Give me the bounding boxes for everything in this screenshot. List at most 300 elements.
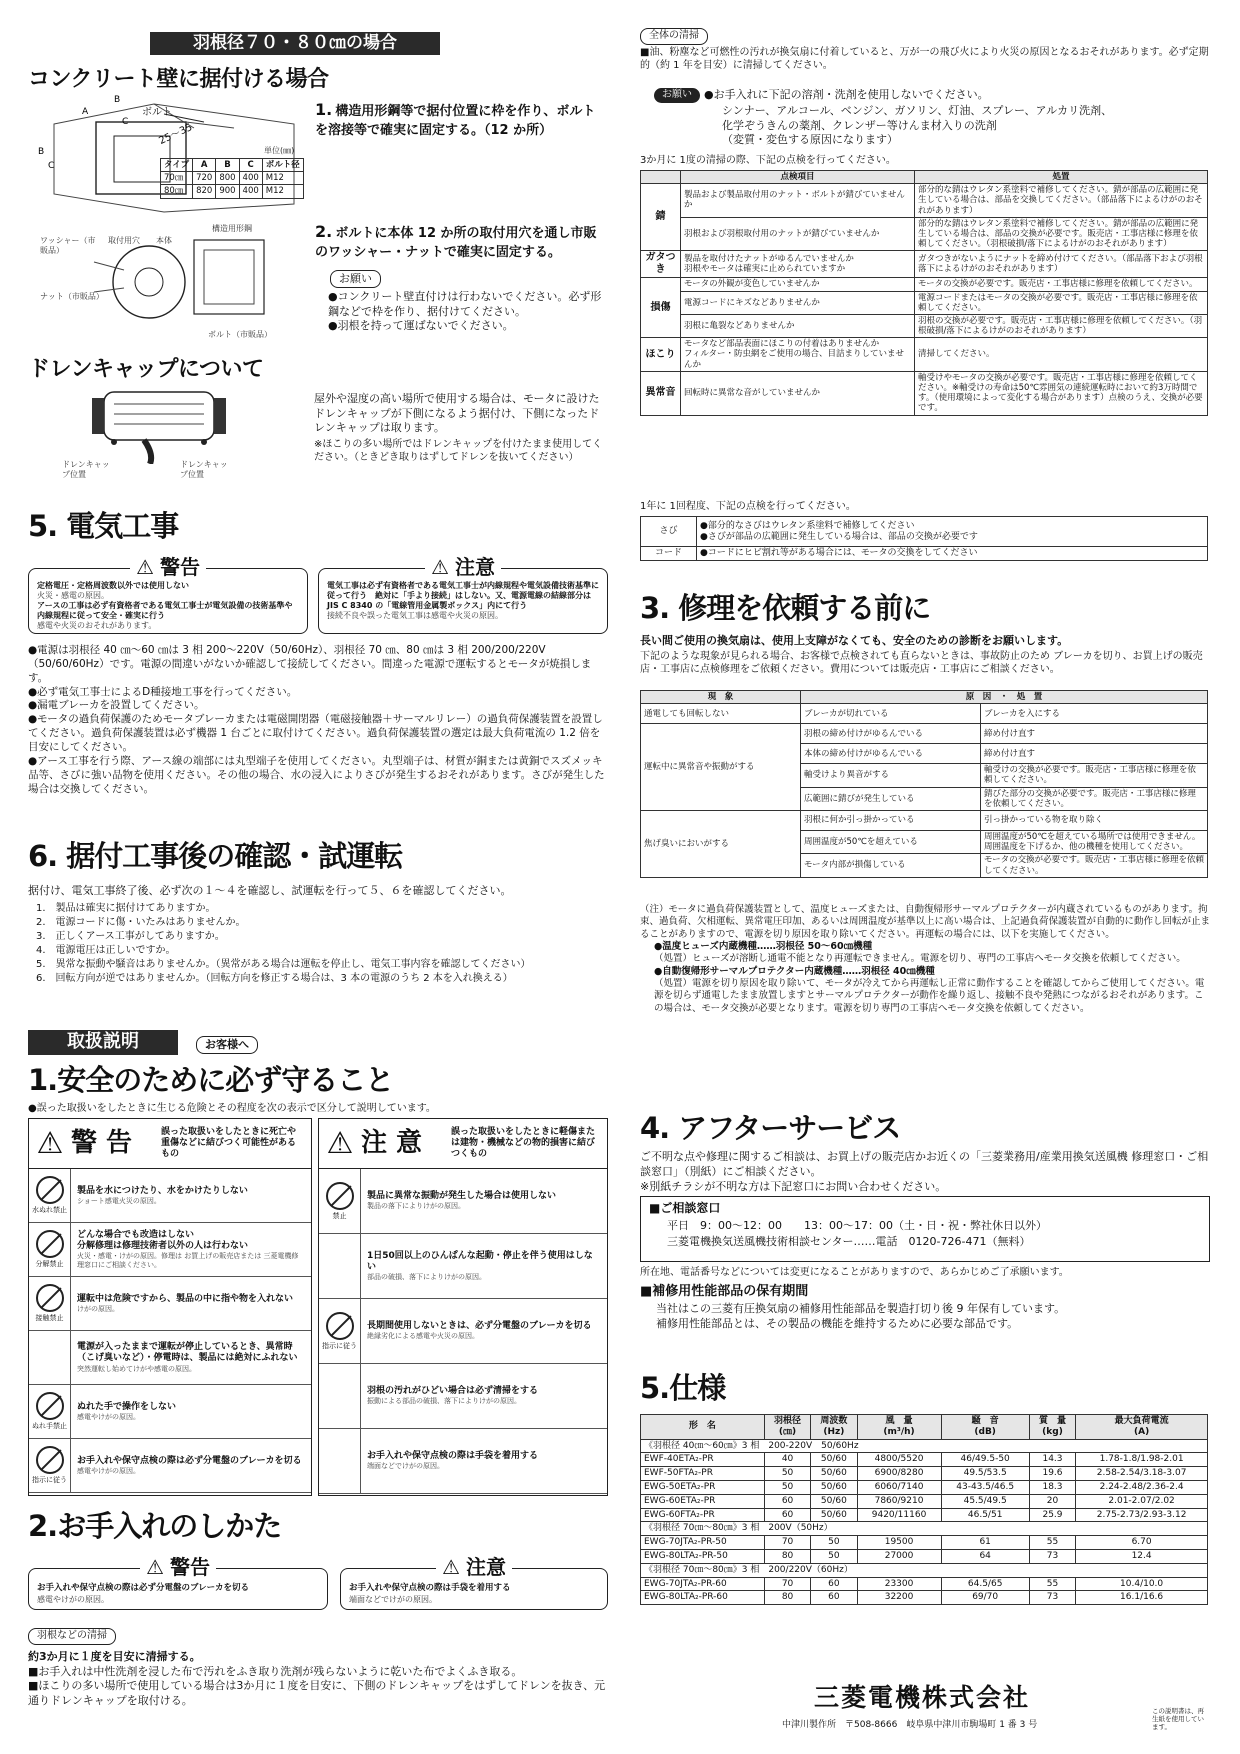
safety-icon-label: 指示に従う: [32, 1476, 67, 1485]
check-row: [641, 217, 1208, 251]
safety-icon-label: ぬれ手禁止: [32, 1422, 67, 1431]
safety-row: [319, 1234, 607, 1299]
spec-cell: 2.75-2.73/2.93-3.12: [1076, 1508, 1208, 1522]
safety-icon-cell: [29, 1331, 71, 1384]
blade-clean-list: [28, 1650, 608, 1708]
repair-table: [640, 690, 1208, 878]
steel-frame-label: 構造用形鋼: [212, 224, 252, 233]
safety-icon-cell: [319, 1429, 361, 1493]
bolt-label: ボルト: [142, 107, 172, 118]
spec-cell: 2.58-2.54/3.18-3.07: [1076, 1467, 1208, 1481]
spec-cell: 73: [1029, 1549, 1075, 1563]
test-run-intro: 据付け、電気工事終了後、必ず次の１～４を確認し、試運転を行って５、６を確認してください。: [28, 884, 512, 897]
hole-label: 取付用穴: [108, 236, 140, 245]
consult-hours: 平日 9：00～12：00 13：00～17：00（土・日・祝・弊社休日以外）: [667, 1219, 1047, 1232]
warning-heading: [29, 555, 307, 580]
check-action: 部分的な錆はウレタン系塗料で補修してください。錆が部品の広範囲に発生している場合は、部品の交換が必要です。販売店・工事店様に修理を依頼してください。（羽根破損/落下によるけがのおそれがあります）: [915, 217, 1208, 251]
consult-center: 三菱電機換気送風機技術相談センター……電話 0120-726-471（無料）: [667, 1234, 1031, 1248]
step-2-text: ボルトに本体 12 か所の取付用穴を通し市販のワッシャー・ナットで確実に固定する。: [315, 226, 597, 260]
spec-cell: 12.4: [1076, 1549, 1208, 1563]
safety-warning-header: [29, 1119, 311, 1169]
repair-fix: 軸受けの交換が必要です。販売店・工事店様に修理を依頼してください。: [981, 764, 1208, 787]
spec-cell: 10.4/10.0: [1076, 1577, 1208, 1591]
blade-clean-badge: 羽根などの清掃: [28, 1628, 116, 1645]
safety-subtext: 突然運転し始めてけがや感電の原因。: [77, 1364, 196, 1373]
repair-head-symptom: 現 象: [641, 691, 801, 704]
dim-head-b: B: [216, 159, 239, 172]
spec-cell: 9420/11160: [857, 1508, 941, 1522]
safety-row: [29, 1385, 311, 1439]
check-3month-intro: 3か月に 1度の清掃の際、下記の点検を行ってください。: [640, 155, 896, 166]
safety-text-cell: [71, 1385, 311, 1438]
solvent-line: 化学ぞうきんの薬剤、クレンザー等けんま材入りの洗剤: [722, 118, 997, 132]
test-run-list: [36, 902, 606, 986]
prohibition-icon: [36, 1392, 64, 1420]
safety-text-cell: [361, 1429, 607, 1493]
spec-cell: 64: [941, 1549, 1029, 1563]
repair-fix: 引っ掛かっている物を取り除く: [981, 810, 1208, 830]
spec-cell: 25.9: [1029, 1508, 1075, 1522]
care-title: 2.お手入れのしかた: [28, 1509, 282, 1543]
electrical-work-title: 5. 電気工事: [28, 509, 179, 543]
after-service-note: ※別紙チラシが不明な方は下記窓口にお問い合わせください。: [640, 1180, 947, 1193]
safety-icon-label: 分解禁止: [35, 1260, 64, 1269]
check-row: [641, 291, 1208, 314]
test-run-item: 2. 電源コードに傷・いたみはありませんか。: [36, 917, 246, 928]
safety-subtext: 感電やけがの原因。: [77, 1412, 140, 1421]
safety-icon-cell: [319, 1299, 361, 1363]
spec-row: [641, 1467, 1208, 1481]
spec-group-label: 《羽根径 40㎝～60㎝》3 相 200-220V 50/60Hz: [641, 1439, 1208, 1453]
spec-model: EWG-50ETA₂-PR: [641, 1480, 765, 1494]
check-row: [641, 251, 1208, 278]
onegai-badge-right: お願い: [654, 88, 700, 103]
check-row: [641, 338, 1208, 372]
spec-row: [641, 1591, 1208, 1605]
overall-clean-text: ■油、粉塵など可燃性の汚れが換気扇に付着していると、万が一の飛び火により火災の原因となるおそれがあります。必ず定期的（約 1 年を目安）に清掃してください。: [640, 47, 1209, 71]
blade-clean-line: ■お手入れは中性洗剤を浸した布で汚れをふき取り洗剤が残らないように乾いた布でよくふき取る。: [28, 1664, 523, 1678]
dim-cell: 720: [193, 172, 216, 185]
spec-cell: 18.3: [1029, 1480, 1075, 1494]
safety-subtext: 絶縁劣化による感電や火災の原因。: [367, 1332, 479, 1341]
slash-icon: [40, 1288, 61, 1309]
spec-cell: 70: [764, 1536, 810, 1550]
spec-head: 騒 音 (dB): [941, 1415, 1029, 1440]
warning-triangle-icon: ⚠: [130, 555, 160, 579]
caution-heading: [319, 555, 607, 580]
check-table: [640, 170, 1208, 416]
safety-row: [29, 1331, 311, 1385]
step-2: [315, 222, 605, 263]
spec-row: [641, 1508, 1208, 1522]
care-warning-sub: 感電やけがの原因。: [37, 1595, 109, 1604]
repair-fix: 締め付け直す: [981, 724, 1208, 744]
washer-label: ワッシャー（市販品）: [40, 236, 96, 255]
spec-cell: 50: [764, 1480, 810, 1494]
blade-clean-line: ■ほこりの多い場所で使用している場合は3か月に１度を目安に、下側のドレンキャップをはずしてドレンを抜き、元通りドレンキャップを取付ける。: [28, 1679, 606, 1707]
check-category: ほこり: [641, 338, 681, 372]
safety-text-cell: [361, 1234, 607, 1298]
check-item: モータなど部品表面にほこりの付着はありませんか フィルター・防虫網をご使用の場合、目詰まりしていませんか: [681, 338, 915, 372]
safety-subtext: 部品の破損、落下によりけがの原因。: [367, 1273, 486, 1282]
spec-cell: 64.5/65: [941, 1577, 1029, 1591]
care-warning-heading: [29, 1555, 327, 1580]
safety-text: 羽根の汚れがひどい場合は必ず清掃をする: [367, 1386, 539, 1397]
slash-icon: [40, 1234, 61, 1255]
check-action: 羽根の交換が必要です。販売店・工事店様に修理を依頼してください。（羽根破損/落下によるけがのおそれがあります）: [915, 314, 1208, 337]
spec-model: EWG-70JTA₂-PR-50: [641, 1536, 765, 1550]
check-head-action: 処置: [915, 171, 1208, 184]
drain-text: 屋外や湿度の高い場所で使用する場合は、モータに設けたドレンキャップが下側になるよう据付け、下側になったドレンキャップは取ります。: [314, 392, 600, 435]
warning-body: [37, 581, 299, 630]
check-item: 電源コードにキズなどありませんか: [681, 291, 915, 314]
step-1-number: 1.: [315, 100, 333, 119]
check-action: ガタつきがないようにナットを締め付けてください。（部品落下および羽根落下によるけがのおそれがあります）: [915, 251, 1208, 278]
svg-text:C: C: [122, 117, 129, 127]
safety-text: 電源が入ったままで運転が停止しているとき、異常時（こげ臭いなど）・停電時は、製品には絶対にふれない: [77, 1342, 298, 1364]
spec-cell: 1.78-1.8/1.98-2.01: [1076, 1453, 1208, 1467]
care-warning-title: 警告: [170, 1555, 216, 1579]
safety-caution-box: [318, 1118, 608, 1496]
consult-window-box: [640, 1196, 1210, 1262]
spec-cell: 50/60: [811, 1467, 857, 1481]
spec-cell: 50: [811, 1536, 857, 1550]
caution-body: [327, 581, 601, 621]
electrical-list: [28, 644, 608, 796]
repair-cause: 羽根に何か引っ掛かっている: [801, 810, 981, 830]
unit-label: 単位(㎜): [264, 146, 295, 155]
care-warning-box: [28, 1555, 328, 1610]
safety-subtext: ショート感電火災の原因。: [77, 1196, 161, 1205]
safety-text: ぬれた手で操作をしない: [77, 1401, 177, 1412]
spec-model: EWF-50FTA₂-PR: [641, 1467, 765, 1481]
electrical-item: ●アース工事を行う際、アース線の端部には丸型端子を使用してください。丸型端子は、材質が銅または黄銅でスズメッキ品等、さびに強い品物を使用ください。その他の場合、水の浸入によりさびが発生するおそれがあります。さびが発生した場合は交換してください。: [28, 754, 605, 795]
recycled-paper-note: この説明書は、再生紙を使用しています。: [1152, 1707, 1204, 1731]
repair-note-line: （処置）ヒューズが溶断し通電不能となり再運転できません。電源を切り、専門の工事店へモータ交換を依頼してください。: [654, 953, 1186, 965]
electrical-item: ●漏電ブレーカを設置してください。: [28, 699, 205, 712]
repair-cause: ブレーカが切れている: [801, 704, 981, 724]
onegai-badge: お願い: [330, 270, 381, 288]
parts-period-title: ■補修用性能部品の保有期間: [640, 1284, 809, 1299]
electrical-warning-box: [28, 555, 308, 634]
warning-title: 警告: [160, 555, 206, 579]
safety-icon-label: 水ぬれ禁止: [32, 1206, 67, 1215]
repair-note-line: （処置）電源を切り原因を取り除いて、モータが冷えてから再運転し正常に動作することを確認してからご使用してください。電源を切らず通電したまま放置しますとサーマルプロテクターが動作を繰り返し、接触不良や発熱につながるおそれがあります。この場合は、モータ交換が必要となります。電源を切り専門の工事店へモータ交換を依頼してください。: [654, 978, 1205, 1014]
spec-cell: 60: [811, 1577, 857, 1591]
prohibition-icon: [326, 1182, 354, 1210]
spec-group-label: 《羽根径 70㎝～80㎝》3 相 200V（50Hz）: [641, 1522, 1208, 1536]
spec-cell: 4800/5520: [857, 1453, 941, 1467]
dim-cell: 70㎝: [161, 172, 193, 185]
spec-cell: 2.01-2.07/2.02: [1076, 1494, 1208, 1508]
safety-text-cell: [71, 1331, 311, 1384]
safety-row: [29, 1223, 311, 1277]
solvent-line: シンナー、アルコール、ベンジン、ガソリン、灯油、スプレー、アルカリ洗剤、: [722, 104, 1113, 117]
drain-note: ※ほこりの多い場所ではドレンキャップを付けたまま使用してください。（ときどき取りはずしてドレンを抜いてください）: [314, 439, 603, 463]
repair-symptom: 運転中に異常音や振動がする: [641, 724, 801, 811]
spec-cell: 60: [811, 1591, 857, 1605]
slash-icon: [40, 1396, 61, 1417]
care-caution-sub: 端面などでけがの原因。: [349, 1595, 437, 1604]
spec-head: 最大負荷電流 (A): [1076, 1415, 1208, 1440]
warning-line: 感電や火災のおそれがあります。: [37, 620, 157, 630]
safety-warning-desc: 誤った取扱いをしたときに死亡や重傷などに結びつく可能性があるもの: [161, 1127, 297, 1159]
after-service-text: ご不明な点や修理に関するご相談は、お買上げの販売店かお近くの「三菱業務用/産業用換気送風機 修理窓口・ご相談窓口」（別紙）にご相談ください。: [640, 1150, 1209, 1178]
check-category: 損傷: [641, 278, 681, 338]
section-bar-70-80: 羽根径７０・８０㎝の場合: [150, 32, 440, 55]
svg-text:C: C: [48, 161, 55, 171]
parts-period-text: [656, 1302, 1212, 1331]
concrete-wall-title: コンクリート壁に据付ける場合: [28, 67, 329, 92]
safety-icon-cell: [319, 1234, 361, 1298]
spec-cell: 6.70: [1076, 1536, 1208, 1550]
drain-pos-label-1: ドレンキャップ位置: [62, 460, 110, 479]
spec-head: 周波数 (Hz): [811, 1415, 857, 1440]
safety-text: 長期間使用しないときは、必ず分電盤のブレーカを切る: [367, 1321, 592, 1332]
caution-triangle-icon: ⚠: [425, 555, 455, 579]
drain-pos-label-2: ドレンキャップ位置: [180, 460, 228, 479]
repair-title: 3. 修理を依頼する前に: [640, 591, 931, 625]
spec-cell: 45.5/49.5: [941, 1494, 1029, 1508]
check-head-item: 点検項目: [681, 171, 915, 184]
spec-cell: 46/49.5-50: [941, 1453, 1029, 1467]
test-run-title: 6. 据付工事後の確認・試運転: [28, 839, 403, 873]
spec-model: EWG-80LTA₂-PR-50: [641, 1549, 765, 1563]
caution-line: 電気工事は必ず有資格者である電気工事士が内線規程や電気設備技術基準に従って行う 絶対に「手より接続」はしない。又、電源電線の結線部分は JIS C 8340 の「電線管用金属製ボックス」内にて行う: [327, 581, 599, 610]
manual-bar: 取扱説明: [28, 1030, 178, 1055]
onegai-text-right: ●お手入れに下記の溶剤・洗剤を使用しないでください。: [704, 88, 989, 101]
safety-subtext: 端面などでけがの原因。: [367, 1462, 444, 1471]
repair-fix: ブレーカを入にする: [981, 704, 1208, 724]
drain-cap-title: ドレンキャップについて: [28, 357, 264, 382]
repair-note-line: ●自動復帰形サーマルプロテクター内蔵機種……羽根径 40㎝機種: [654, 965, 935, 977]
safety-row: [29, 1277, 311, 1331]
svg-text:A: A: [82, 107, 89, 117]
safety-icon-label: 接触禁止: [35, 1314, 64, 1323]
safety-text: お手入れや保守点検の際は手袋を着用する: [367, 1451, 539, 1462]
bolt-length-label: 25～35: [157, 122, 195, 147]
spec-cell: 73: [1029, 1591, 1075, 1605]
body-label: 本体: [156, 236, 172, 245]
spec-head: 羽根径 (㎝): [764, 1415, 810, 1440]
check-item: 製品および製品取付用のナット・ボルトが錆びていませんか: [681, 184, 915, 218]
year-check-cat: さび: [641, 517, 697, 547]
spec-cell: 50/60: [811, 1494, 857, 1508]
spec-cell: 70: [764, 1577, 810, 1591]
repair-fix: 締め付け直す: [981, 744, 1208, 764]
spec-model: EWF-40ETA₂-PR: [641, 1453, 765, 1467]
test-run-item: 4. 電源電圧は正しいですか。: [36, 945, 176, 956]
dim-head-a: A: [193, 159, 216, 172]
year-check-act: ●部分的なさびはウレタン系塗料で補修してください ●さびが部品の広範囲に発生している場合は、部品の交換が必要です: [697, 517, 1208, 547]
spec-group-row: [641, 1563, 1208, 1577]
spec-cell: 60: [764, 1494, 810, 1508]
repair-cause: 周囲温度が50℃を超えている: [801, 830, 981, 853]
dim-cell: 80㎝: [161, 185, 193, 198]
dim-cell: 400: [239, 172, 262, 185]
onegai-item: ●羽根を持って運ばないでください。: [328, 319, 514, 333]
spec-cell: 2.24-2.48/2.36-2.4: [1076, 1480, 1208, 1494]
safety-icon-cell: [319, 1169, 361, 1233]
spec-group-row: [641, 1439, 1208, 1453]
repair-row: [641, 724, 1208, 744]
repair-fix: 錆びた部分の交換が必要です。販売店・工事店様に修理を依頼してください。: [981, 787, 1208, 810]
prohibition-icon: [36, 1446, 64, 1474]
care-caution-heading: [341, 1555, 607, 1580]
step-1: [315, 100, 605, 141]
step-2-number: 2.: [315, 222, 333, 241]
check-head-blank: [641, 171, 681, 184]
check-year-table: [640, 516, 1208, 561]
repair-lead: 長い間ご使用の換気扇は、使用上支障がなくても、安全のための診断をお願いします。: [640, 634, 1069, 647]
spec-row: [641, 1536, 1208, 1550]
safety-text-cell: [71, 1277, 311, 1330]
safety-text: 製品を水につけたり、水をかけたりしない: [77, 1185, 248, 1196]
electrical-caution-box: [318, 555, 608, 634]
safety-intro: ●誤った取扱いをしたときに生じる危険とその程度を次の表示で区分して説明しています。: [28, 1103, 436, 1114]
safety-caution-desc: 誤った取扱いをしたときに軽傷または建物・機械などの物的損害に結びつくもの: [451, 1127, 596, 1159]
spec-head: 質 量 (kg): [1029, 1415, 1075, 1440]
repair-note-line: （注）モータに過負荷保護装置として、温度ヒューズまたは、自動復帰形サーマルプロテクターが内蔵されているものがあります。拘束、過負荷、欠相運転、異常電圧印加、あるいは周囲温度が基準以上に高い場合は、上記過負荷保護装置が自動的に動作し回転が止まることがありますので、電源を切り原因を取り除いてください。再運転の場合には、以下を実施してください。: [640, 904, 1211, 940]
check-row: [641, 278, 1208, 291]
safety-text: お手入れや保守点検の際は必ず分電盤のブレーカを切る: [77, 1455, 302, 1466]
safety-text: どんな場合でも改造はしない 分解修理は修理技術者以外の人は行わない: [77, 1229, 249, 1252]
check-row: [641, 184, 1208, 218]
company-name: 三菱電機株式会社: [814, 1683, 1031, 1712]
safety-text-cell: [71, 1169, 311, 1222]
slash-icon: [330, 1185, 351, 1206]
caution-triangle-icon: ⚠: [436, 1555, 466, 1579]
warning-line: 定格電圧・定格周波数以外では使用しない: [37, 581, 189, 590]
dim-head-bolt: ボルト径: [262, 159, 303, 172]
nut-label: ナット（市販品）: [40, 292, 104, 301]
safety-text-cell: [71, 1223, 311, 1276]
spec-cell: 19500: [857, 1536, 941, 1550]
slash-icon: [330, 1315, 351, 1336]
safety-warning-box: [28, 1118, 312, 1496]
check-item: 羽根に亀裂などありませんか: [681, 314, 915, 337]
safety-text: 1日50回以上のひんぱんな起動・停止を伴う使用はしない: [367, 1250, 593, 1272]
customer-badge: お客様へ: [196, 1036, 258, 1054]
spec-cell: 61: [941, 1536, 1029, 1550]
warning-triangle-icon: ⚠: [140, 1555, 170, 1579]
safety-subtext: けがの原因。: [77, 1304, 119, 1313]
spec-cell: 80: [764, 1549, 810, 1563]
spec-cell: 80: [764, 1591, 810, 1605]
spec-cell: 60: [764, 1508, 810, 1522]
check-item: 回転時に異常な音がしていませんか: [681, 371, 915, 415]
safety-row: [319, 1429, 607, 1494]
repair-row: [641, 810, 1208, 830]
spec-row: [641, 1549, 1208, 1563]
check-action: 部分的な錆はウレタン系塗料で補修してください。錆が部品の広範囲に発生している場合は、部品を交換してください。（部品落下によるけがのおそれがあります）: [915, 184, 1208, 218]
spec-group-row: [641, 1522, 1208, 1536]
spec-row: [641, 1494, 1208, 1508]
dimension-table: [160, 158, 304, 199]
blade-clean-line: 約3か月に１度を目安に清掃する。: [28, 1650, 201, 1663]
spec-cell: 6060/7140: [857, 1480, 941, 1494]
dim-cell: 820: [193, 185, 216, 198]
spec-cell: 6900/8280: [857, 1467, 941, 1481]
safety-caution-header: [319, 1119, 607, 1169]
prohibition-icon: [36, 1176, 64, 1204]
svg-text:B: B: [38, 147, 45, 157]
dim-head-type: タイプ: [161, 159, 193, 172]
test-run-item: 1. 製品は確実に据付けてありますか。: [36, 903, 216, 914]
safety-text-cell: [71, 1439, 311, 1492]
spec-model: EWG-70JTA₂-PR-60: [641, 1577, 765, 1591]
repair-symptom: 焦げ臭いにおいがする: [641, 810, 801, 877]
spec-cell: 50: [811, 1549, 857, 1563]
dim-cell: M12: [262, 185, 303, 198]
repair-cause: 広範囲に錆びが発生している: [801, 787, 981, 810]
spec-cell: 27000: [857, 1549, 941, 1563]
safety-text-cell: [361, 1299, 607, 1363]
electrical-item: ●電源は羽根径 40 ㎝～60 ㎝は 3 相 200～220V（50/60Hz）、羽根径 70 ㎝、80 ㎝は 3 相 200/200/220V（50/60/60Hz）です。電源の間違いがないか確認して接続してください。間違った電源で運転するとモータが焼損します。: [28, 644, 592, 684]
spec-cell: 50: [764, 1467, 810, 1481]
parts-period-line: 当社はこの三菱有圧換気扇の補修用性能部品を製造打切り後 9 年保有しています。: [656, 1302, 1066, 1315]
year-check-act: ●コードにヒビ割れ等がある場合には、モータの交換をしてください: [697, 547, 1208, 561]
safety-icon-cell: [29, 1439, 71, 1492]
safety-row: [319, 1169, 607, 1234]
safety-icon-cell: [29, 1169, 71, 1222]
slash-icon: [40, 1180, 61, 1201]
dim-cell: M12: [262, 172, 303, 185]
spec-cell: 49.5/53.5: [941, 1467, 1029, 1481]
safety-icon-label: 指示に従う: [322, 1341, 357, 1350]
dim-cell: 400: [239, 185, 262, 198]
prohibition-icon: [36, 1284, 64, 1312]
safety-icon-cell: [29, 1277, 71, 1330]
repair-note-line: ●温度ヒューズ内蔵機種……羽根径 50～60㎝機種: [654, 941, 873, 953]
spec-cell: 7860/9210: [857, 1494, 941, 1508]
check-action: 軸受けやモータの交換が必要です。販売店・工事店様に修理を依頼してください。※軸受けの寿命は50℃雰囲気の連続運転時において約3万時間です。（使用環境によって変化する場合があります）点検のうえ、交換が必要です。: [915, 371, 1208, 415]
after-service-title: 4. アフターサービス: [640, 1111, 901, 1145]
repair-note: [640, 904, 1210, 1015]
spec-model: EWG-80LTA₂-PR-60: [641, 1591, 765, 1605]
test-run-item: 5. 異常な振動や騒音はありませんか。（異常がある場合は運転を停止し、電気工事内容を確認してください）: [36, 959, 531, 970]
prohibition-icon: [36, 1230, 64, 1258]
check-row: [641, 371, 1208, 415]
spec-cell: 69/70: [941, 1591, 1029, 1605]
repair-cause: 軸受けより異音がする: [801, 764, 981, 787]
step-1-text: 構造用形鋼等で据付位置に枠を作り、ボルトを溶接等で確実に固定する。（12 か所）: [315, 104, 596, 138]
svg-text:B: B: [114, 95, 121, 105]
spec-group-label: 《羽根径 70㎝～80㎝》3 相 200/220V（60Hz）: [641, 1563, 1208, 1577]
warning-triangle-icon: ⚠: [36, 1125, 64, 1161]
spec-cell: 43-43.5/46.5: [941, 1480, 1029, 1494]
check-1year-intro: 1年に 1回程度、下記の点検を行ってください。: [640, 501, 856, 512]
bolt-shop-label: ボルト（市販品）: [208, 330, 272, 339]
spec-cell: 16.1/16.6: [1076, 1591, 1208, 1605]
safety-text-cell: [361, 1364, 607, 1428]
test-run-item: 6. 回転方向が逆ではありませんか。（回転方向を修正する場合は、3 本の電源のうち 2 本を入れ換える）: [36, 973, 513, 984]
warning-line: 火災・感電の原因。: [37, 591, 109, 600]
safety-subtext: 火災・感電・けがの原因。修理は お買上げの販売店または 三菱電機修理窓口にご相談ください。: [77, 1252, 299, 1269]
safety-caution-title: 注 意: [361, 1128, 423, 1159]
warning-line: アースの工事は必ず有資格者である電気工事士が電気設備の技術基準や内線規程に従って安全・確実に行う: [37, 600, 293, 620]
year-check-cat: コード: [641, 547, 697, 561]
check-category: 錆: [641, 184, 681, 251]
safety-icon-cell: [29, 1223, 71, 1276]
repair-symptom: 通電しても回転しない: [641, 704, 801, 724]
repair-intro: 下記のような現象が見られる場合、お客様で点検されても直らないときは、事故防止のため ブレーカを切り、お買上げの販売店・工事店に点検修理をご依頼ください。費用については販売店・工事店にご相談ください。: [640, 651, 1203, 675]
repair-cause: 羽根の締め付けがゆるんでいる: [801, 724, 981, 744]
spec-head: 形 名: [641, 1415, 765, 1440]
check-item: 製品を取付けたナットがゆるんでいませんか 羽根やモータは確実に止められていますか: [681, 251, 915, 278]
safety-text: 製品に異常な振動が発生した場合は使用しない: [367, 1191, 557, 1202]
parts-period-line: 補修用性能部品とは、その製品の機能を維持するために必要な部品です。: [656, 1316, 1019, 1330]
